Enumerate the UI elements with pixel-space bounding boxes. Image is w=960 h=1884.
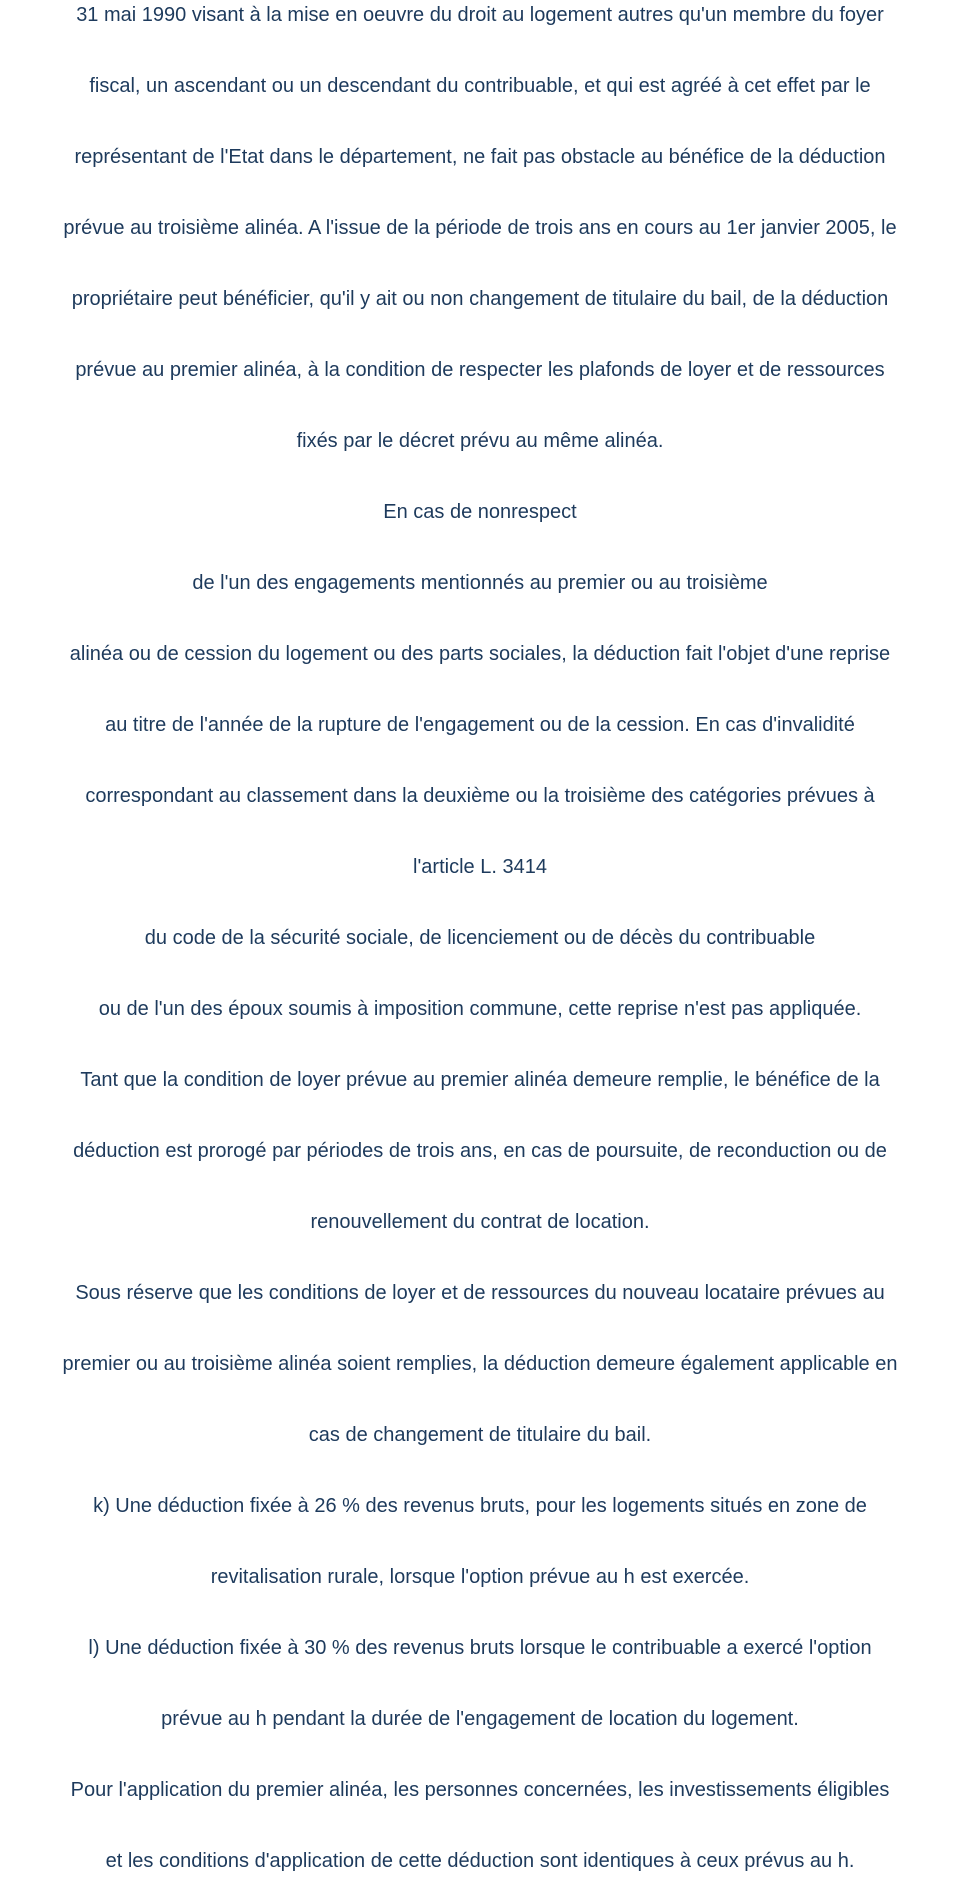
text-line: Sous réserve que les conditions de loyer et de ressources du nouveau locataire prévues au: [75, 1282, 885, 1304]
text-line: fiscal, un ascendant ou un descendant du contribuable, et qui est agréé à cet effet par le: [89, 75, 871, 97]
text-line: revitalisation rurale, lorsque l'option prévue au h est exercée.: [210, 1566, 750, 1588]
text-line: au titre de l'année de la rupture de l'engagement ou de la cession. En cas d'invalidité: [105, 714, 855, 736]
text-line: alinéa ou de cession du logement ou des parts sociales, la déduction fait l'objet d'une reprise: [69, 643, 891, 665]
text-line: propriétaire peut bénéficier, qu'il y ait ou non changement de titulaire du bail, de la déduction: [71, 288, 889, 310]
text-line: et les conditions d'application de cette déduction sont identiques à ceux prévus au h.: [105, 1850, 855, 1872]
text-line: prévue au premier alinéa, à la condition de respecter les plafonds de loyer et de ressources: [75, 359, 885, 381]
text-line: 31 mai 1990 visant à la mise en oeuvre du droit au logement autres qu'un membre du foyer: [76, 4, 884, 26]
text-line: premier ou au troisième alinéa soient remplies, la déduction demeure également applicable en: [62, 1353, 898, 1375]
text-line: représentant de l'Etat dans le département, ne fait pas obstacle au bénéfice de la déduction: [74, 146, 886, 168]
text-line: correspondant au classement dans la deuxième ou la troisième des catégories prévues à: [85, 785, 875, 807]
text-line: déduction est prorogé par périodes de trois ans, en cas de poursuite, de reconduction ou de: [73, 1140, 887, 1162]
text-line: ou de l'un des époux soumis à imposition commune, cette reprise n'est pas appliquée.: [98, 998, 862, 1020]
text-line: l'article L. 3414: [413, 856, 547, 878]
text-line: prévue au h pendant la durée de l'engagement de location du logement.: [161, 1708, 799, 1730]
text-line: Tant que la condition de loyer prévue au premier alinéa demeure remplie, le bénéfice de la: [80, 1069, 880, 1091]
text-line: prévue au troisième alinéa. A l'issue de la période de trois ans en cours au 1er janvier 2005, le: [63, 217, 897, 239]
text-line: cas de changement de titulaire du bail.: [308, 1424, 652, 1446]
text-line: Pour l'application du premier alinéa, les personnes concernées, les investissements éligibles: [70, 1779, 890, 1801]
text-line: fixés par le décret prévu au même alinéa.: [296, 430, 664, 452]
text-line: renouvellement du contrat de location.: [310, 1211, 650, 1233]
text-line: l) Une déduction fixée à 30 % des revenus bruts lorsque le contribuable a exercé l'option: [88, 1637, 872, 1659]
text-line: de l'un des engagements mentionnés au premier ou au troisième: [192, 572, 768, 594]
text-line: En cas de nonrespect: [383, 501, 577, 523]
text-line: du code de la sécurité sociale, de licenciement ou de décès du contribuable: [144, 927, 816, 949]
text-line: k) Une déduction fixée à 26 % des revenus bruts, pour les logements situés en zone de: [93, 1495, 867, 1517]
